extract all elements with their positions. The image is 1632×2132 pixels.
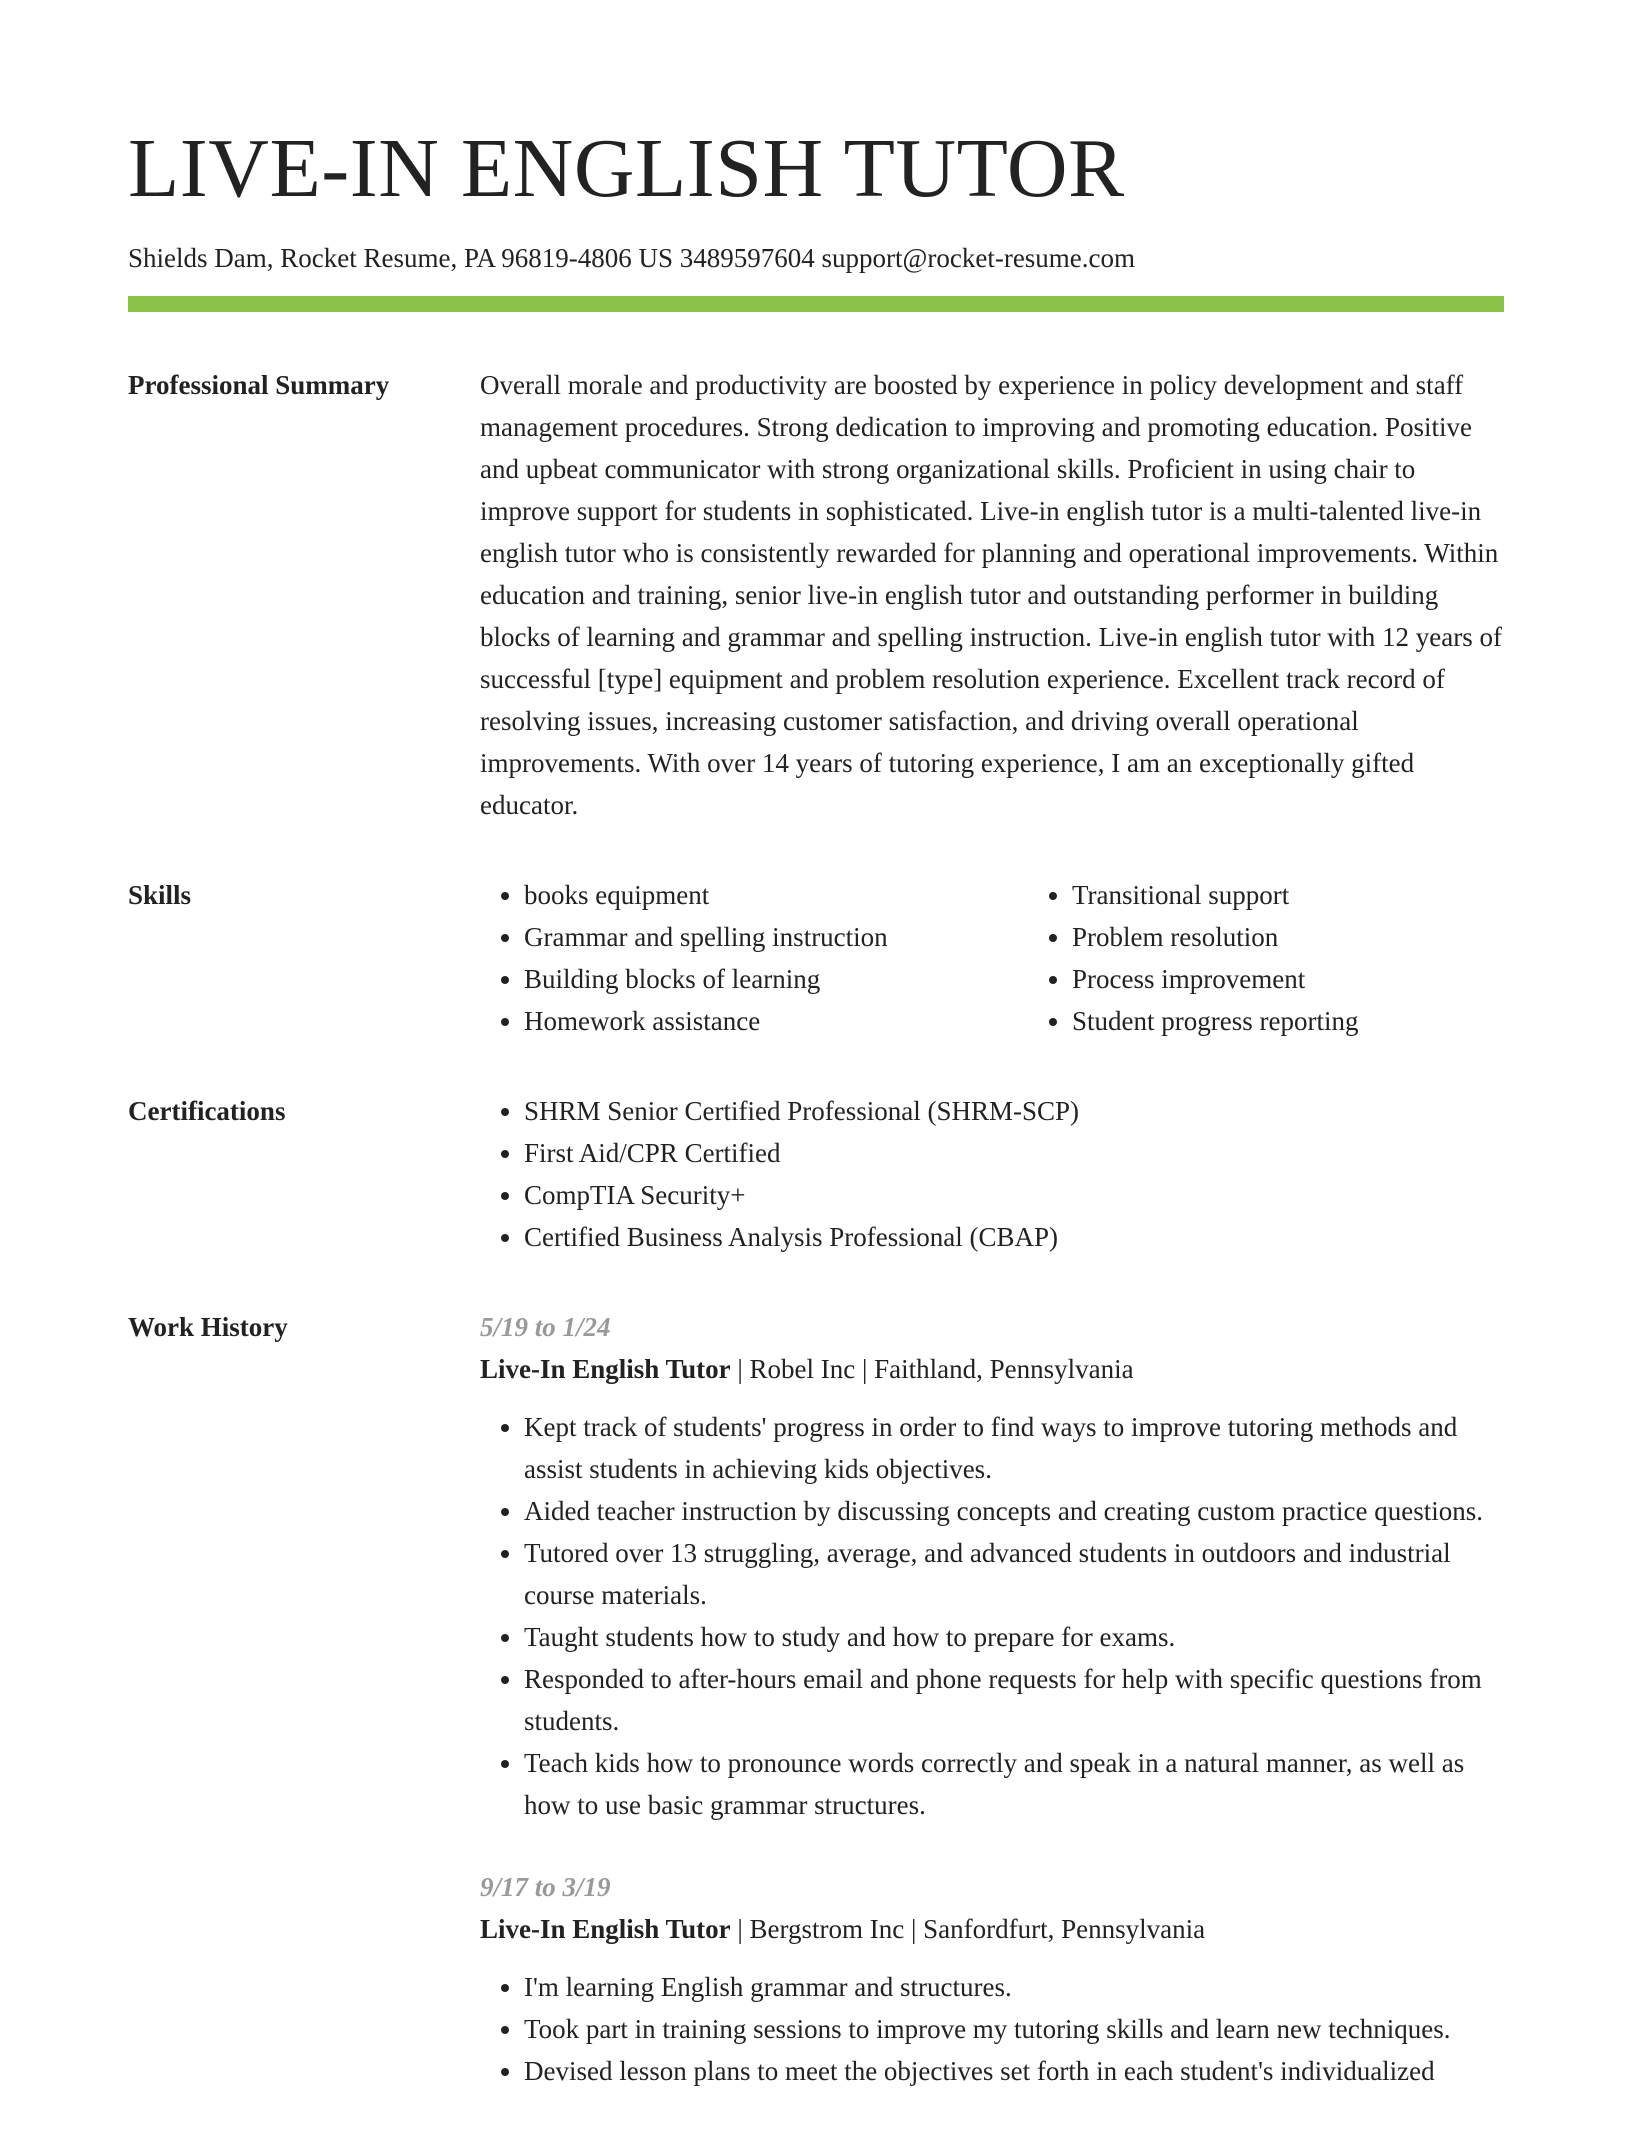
skill-item: • Transitional support — [1072, 874, 1576, 916]
resume-page — [128, 0, 1504, 2132]
job-bullet: • Responded to after-hours email and phone requests for help with specific questions from students. — [524, 1658, 1504, 1742]
work-history-section-title: Work History — [128, 1312, 288, 1342]
job-bullet-list — [480, 1406, 1504, 1826]
job-title-line — [480, 1908, 1504, 1950]
certification-item: • First Aid/CPR Certified — [524, 1132, 1504, 1174]
accent-divider — [128, 296, 1504, 312]
job-bullet: • Kept track of students' progress in order to find ways to improve tutoring methods and assist students in achieving kids objectives. — [524, 1406, 1504, 1490]
resume-name-heading: LIVE-IN ENGLISH TUTOR — [128, 122, 1125, 215]
skill-item: • Homework assistance — [524, 1000, 1028, 1042]
skills-section-title: Skills — [128, 880, 192, 910]
summary-text: Overall morale and productivity are boosted by experience in policy development and staff management procedures. Strong dedication to improving and promoting education. Positive and upbeat communicator with strong organizational skills. Proficient in using chair to improve support for students in sophisticated. Live-in english tutor is a multi-talented live-in english tutor who is consistently rewarded for planning and operational improvements. Within education and training, senior live-in english tutor and outstanding performer in building blocks of learning and grammar and spelling instruction. Live-in english tutor with 12 years of successful [type] equipment and problem resolution experience. Excellent track record of resolving issues, increasing customer satisfaction, and driving overall operational improvements. With over 14 years of tutoring experience, I am an exceptionally gifted educator. — [480, 370, 1503, 820]
job-bullet: • I'm learning English grammar and structures. — [524, 1966, 1504, 2008]
job-entry — [480, 1306, 1504, 1826]
work-history-section — [128, 1306, 1504, 2132]
certification-item: • SHRM Senior Certified Professional (SHRM-SCP) — [524, 1090, 1504, 1132]
job-employer-location: | Bergstrom Inc | Sanfordfurt, Pennsylvania — [730, 1914, 1206, 1944]
job-entry — [480, 1866, 1504, 2092]
contact-line: Shields Dam, Rocket Resume, PA 96819-4806 US 3489597604 support@rocket-resume.com — [128, 243, 1136, 273]
job-bullet: • Tutored over 13 struggling, average, and advanced students in outdoors and industrial course materials. — [524, 1532, 1504, 1616]
summary-section-title: Professional Summary — [128, 370, 390, 400]
certifications-section-title: Certifications — [128, 1096, 286, 1126]
skill-item: • Problem resolution — [1072, 916, 1576, 958]
job-role: Live-In English Tutor — [480, 1354, 731, 1384]
job-dates: 5/19 to 1/24 — [480, 1312, 611, 1342]
job-title-line — [480, 1348, 1504, 1390]
job-employer-location: | Robel Inc | Faithland, Pennsylvania — [730, 1354, 1134, 1384]
skills-list-right — [1028, 874, 1576, 1042]
summary-section — [128, 364, 1504, 826]
certifications-list — [480, 1090, 1504, 1258]
certification-item: • CompTIA Security+ — [524, 1174, 1504, 1216]
job-dates: 9/17 to 3/19 — [480, 1872, 611, 1902]
job-bullet: • Taught students how to study and how to prepare for exams. — [524, 1616, 1504, 1658]
job-role: Live-In English Tutor — [480, 1914, 731, 1944]
skill-item: • Grammar and spelling instruction — [524, 916, 1028, 958]
job-bullet: • Devised lesson plans to meet the objectives set forth in each student's individualized — [524, 2050, 1504, 2092]
skill-item: • books equipment — [524, 874, 1028, 916]
skill-item: • Building blocks of learning — [524, 958, 1028, 1000]
skills-list-left — [480, 874, 1028, 1042]
certifications-section — [128, 1090, 1504, 1258]
certification-item: • Certified Business Analysis Professional (CBAP) — [524, 1216, 1504, 1258]
skill-item: • Process improvement — [1072, 958, 1576, 1000]
skill-item: • Student progress reporting — [1072, 1000, 1576, 1042]
skills-section — [128, 874, 1504, 1042]
job-bullet-list — [480, 1966, 1504, 2092]
job-bullet: • Aided teacher instruction by discussing concepts and creating custom practice questions. — [524, 1490, 1504, 1532]
job-bullet: • Took part in training sessions to improve my tutoring skills and learn new techniques. — [524, 2008, 1504, 2050]
job-bullet: • Teach kids how to pronounce words correctly and speak in a natural manner, as well as how to use basic grammar structures. — [524, 1742, 1504, 1826]
